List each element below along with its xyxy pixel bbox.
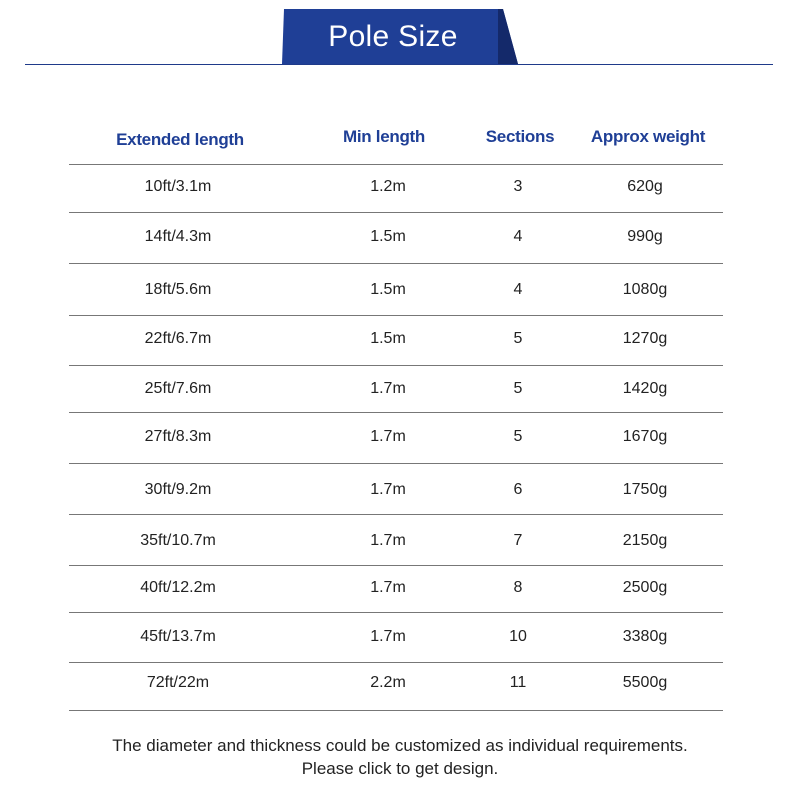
cell-min-length: 1.5m (370, 330, 406, 347)
cell-extended-length: 40ft/12.2m (140, 579, 216, 596)
cell-min-length: 2.2m (370, 674, 406, 691)
cell-sections: 3 (513, 178, 523, 195)
cell-extended-length: 25ft/7.6m (144, 380, 212, 397)
footer-line-1: The diameter and thickness could be customized as individual requirements. (112, 736, 688, 755)
table-rule (69, 612, 723, 613)
cell-min-length: 1.5m (370, 281, 406, 298)
cell-sections: 5 (513, 330, 523, 347)
cell-extended-length: 22ft/6.7m (144, 330, 212, 347)
cell-approx-weight: 1270g (622, 330, 668, 347)
cell-approx-weight: 5500g (622, 674, 668, 691)
cell-extended-length: 10ft/3.1m (144, 178, 212, 195)
table-rule (69, 463, 723, 464)
cell-extended-length: 30ft/9.2m (144, 481, 212, 498)
table-rule (69, 514, 723, 515)
cell-extended-length: 18ft/5.6m (144, 281, 212, 298)
cell-approx-weight: 1420g (622, 380, 668, 397)
cell-min-length: 1.7m (370, 532, 406, 549)
table-rule (69, 565, 723, 566)
cell-sections: 5 (513, 380, 523, 397)
cell-min-length: 1.5m (370, 228, 406, 245)
cell-min-length: 1.7m (370, 628, 406, 645)
table-rule (69, 212, 723, 213)
cell-min-length: 1.7m (370, 380, 406, 397)
table-rule (69, 710, 723, 711)
cell-approx-weight: 1670g (622, 428, 668, 445)
cell-extended-length: 72ft/22m (146, 674, 210, 691)
cell-approx-weight: 1750g (622, 481, 668, 498)
cell-sections: 5 (513, 428, 523, 445)
header-min-length: Min length (343, 127, 425, 146)
table-rule (69, 315, 723, 316)
cell-sections: 8 (513, 579, 523, 596)
table-rule (69, 662, 723, 663)
cell-approx-weight: 3380g (622, 628, 668, 645)
cell-approx-weight: 2500g (622, 579, 668, 596)
table-rule (69, 263, 723, 264)
cell-extended-length: 45ft/13.7m (140, 628, 216, 645)
cell-min-length: 1.7m (370, 481, 406, 498)
cell-approx-weight: 620g (627, 178, 663, 195)
footer-note (0, 734, 800, 780)
cell-approx-weight: 2150g (622, 532, 668, 549)
cell-sections: 10 (509, 628, 527, 645)
footer-line-2: Please click to get design. (301, 759, 499, 778)
cell-sections: 4 (513, 281, 523, 298)
header-sections: Sections (485, 127, 555, 146)
table-rule (69, 164, 723, 165)
cell-min-length: 1.7m (370, 428, 406, 445)
cell-sections: 6 (513, 481, 523, 498)
header-extended-length: Extended length (116, 130, 244, 149)
table-rule (69, 365, 723, 366)
cell-sections: 4 (513, 228, 523, 245)
header-approx-weight: Approx weight (590, 127, 706, 146)
cell-extended-length: 27ft/8.3m (144, 428, 212, 445)
page-title: Pole Size (328, 20, 458, 53)
cell-approx-weight: 1080g (622, 281, 668, 298)
cell-sections: 11 (509, 674, 527, 691)
cell-min-length: 1.2m (370, 178, 406, 195)
cell-extended-length: 14ft/4.3m (144, 228, 212, 245)
cell-approx-weight: 990g (627, 228, 663, 245)
cell-sections: 7 (513, 532, 523, 549)
cell-min-length: 1.7m (370, 579, 406, 596)
table-rule (69, 412, 723, 413)
cell-extended-length: 35ft/10.7m (140, 532, 216, 549)
